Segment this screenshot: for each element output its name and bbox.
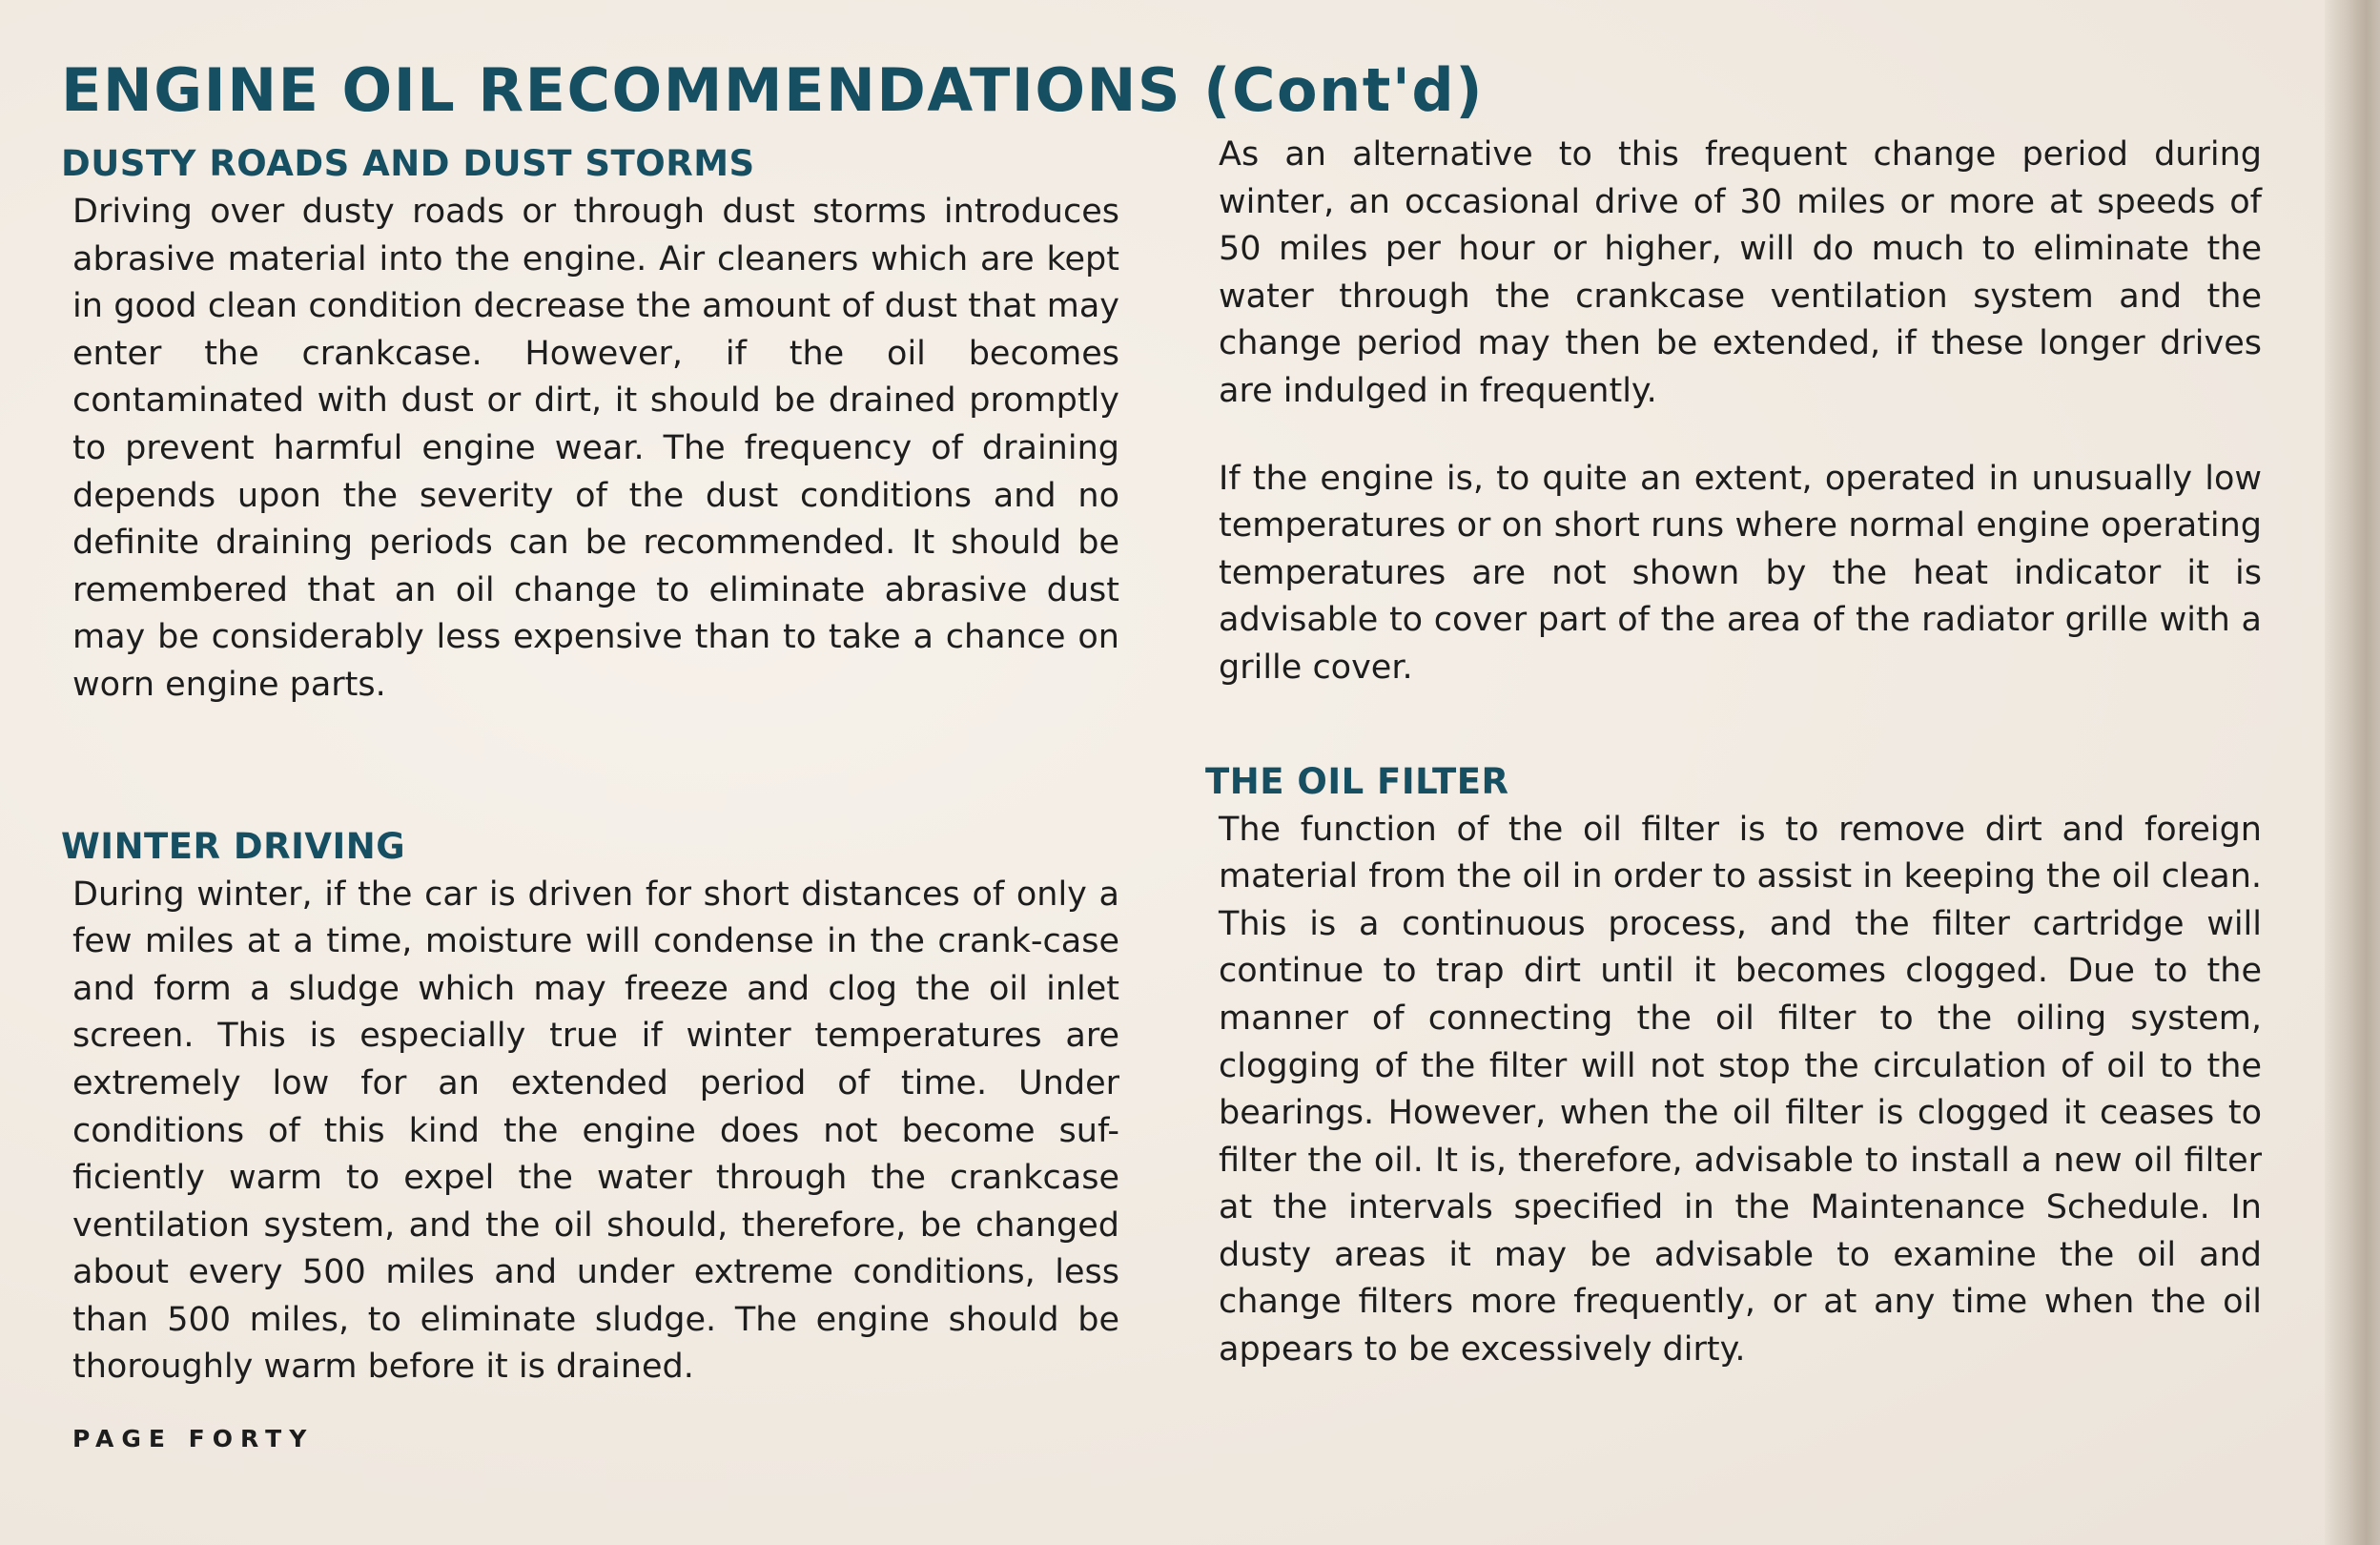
page-number-footer: PAGE FORTY bbox=[72, 1425, 315, 1452]
winter-driving-paragraph: During winter, if the car is driven for short distances of only a few miles at a time, moisture will condense in the crank-case and form a sludge which may freeze and clog the oil inlet screen. This is especially true if winter temperatures are extremely low for an extended period of time. Under conditions of this kind the engine does not become suf-ficiently warm to expel the water through the crankcase ventilation system, and the oil should, therefore, be changed about every 500 miles and under extreme conditions, less than 500 miles, to eliminate sludge. The engine should be thoroughly warm before it is drained. bbox=[72, 875, 1119, 1387]
page-title: ENGINE OIL RECOMMENDATIONS (Cont'd) bbox=[61, 55, 1485, 125]
dusty-roads-paragraph: Driving over dusty roads or through dust storms introduces abrasive material into the engine. Air cleaners which are kept in good clean condition decrease the amount of dust that may enter the crankcase. However, if the oil becomes contaminated with dust or dirt, it should be drained promptly to prevent harmful engine wear. The frequency of draining depends upon the severity of the dust conditions and no definite draining periods can be recommended. It should be remembered that an oil change to eliminate abrasive dust may be considerably less expensive than to take a chance on worn engine parts. bbox=[72, 193, 1119, 704]
page-edge-shadow bbox=[2325, 0, 2380, 1545]
oil-filter-paragraph: The function of the oil filter is to remove dirt and foreign material from the oil in order to assist in keeping the oil clean. This is a continuous process, and the filter cartridge will continue to trap dirt until it becomes clogged. Due to the manner of connecting the oil filter to the oiling system, clogging of the filter will not stop the circulation of oil to the bearings. However, when the oil filter is clogged it ceases to filter the oil. It is, therefore, advisable to install a new oil filter at the intervals specified in the Maintenance Schedule. In dusty areas it may be advisable to examine the oil and change filters more frequently, or at any time when the oil appears to be excessively dirty. bbox=[1219, 810, 2262, 1370]
section-heading-winter-driving: WINTER DRIVING bbox=[61, 825, 406, 867]
section-heading-oil-filter: THE OIL FILTER bbox=[1205, 760, 1509, 802]
right-column bbox=[1205, 132, 2262, 1374]
alternative-drive-paragraph: As an alternative to this frequent change period during winter, an occasional drive of 30 miles or more at speeds of 50 miles per hour or higher, will do much to eliminate the water through the crankcase ventilation system and the change period may then be extended, if these longer drives are indulged in frequently. bbox=[1219, 135, 2262, 410]
low-temperature-paragraph: If the engine is, to quite an extent, operated in unusually low temperatures or on short runs where normal engine operating temperatures are not shown by the heat indicator it is advisable to cover part of the area of the radiator grille with a grille cover. bbox=[1219, 459, 2262, 687]
section-heading-dusty-roads: DUSTY ROADS AND DUST STORMS bbox=[61, 143, 755, 184]
left-column bbox=[61, 143, 1119, 1391]
